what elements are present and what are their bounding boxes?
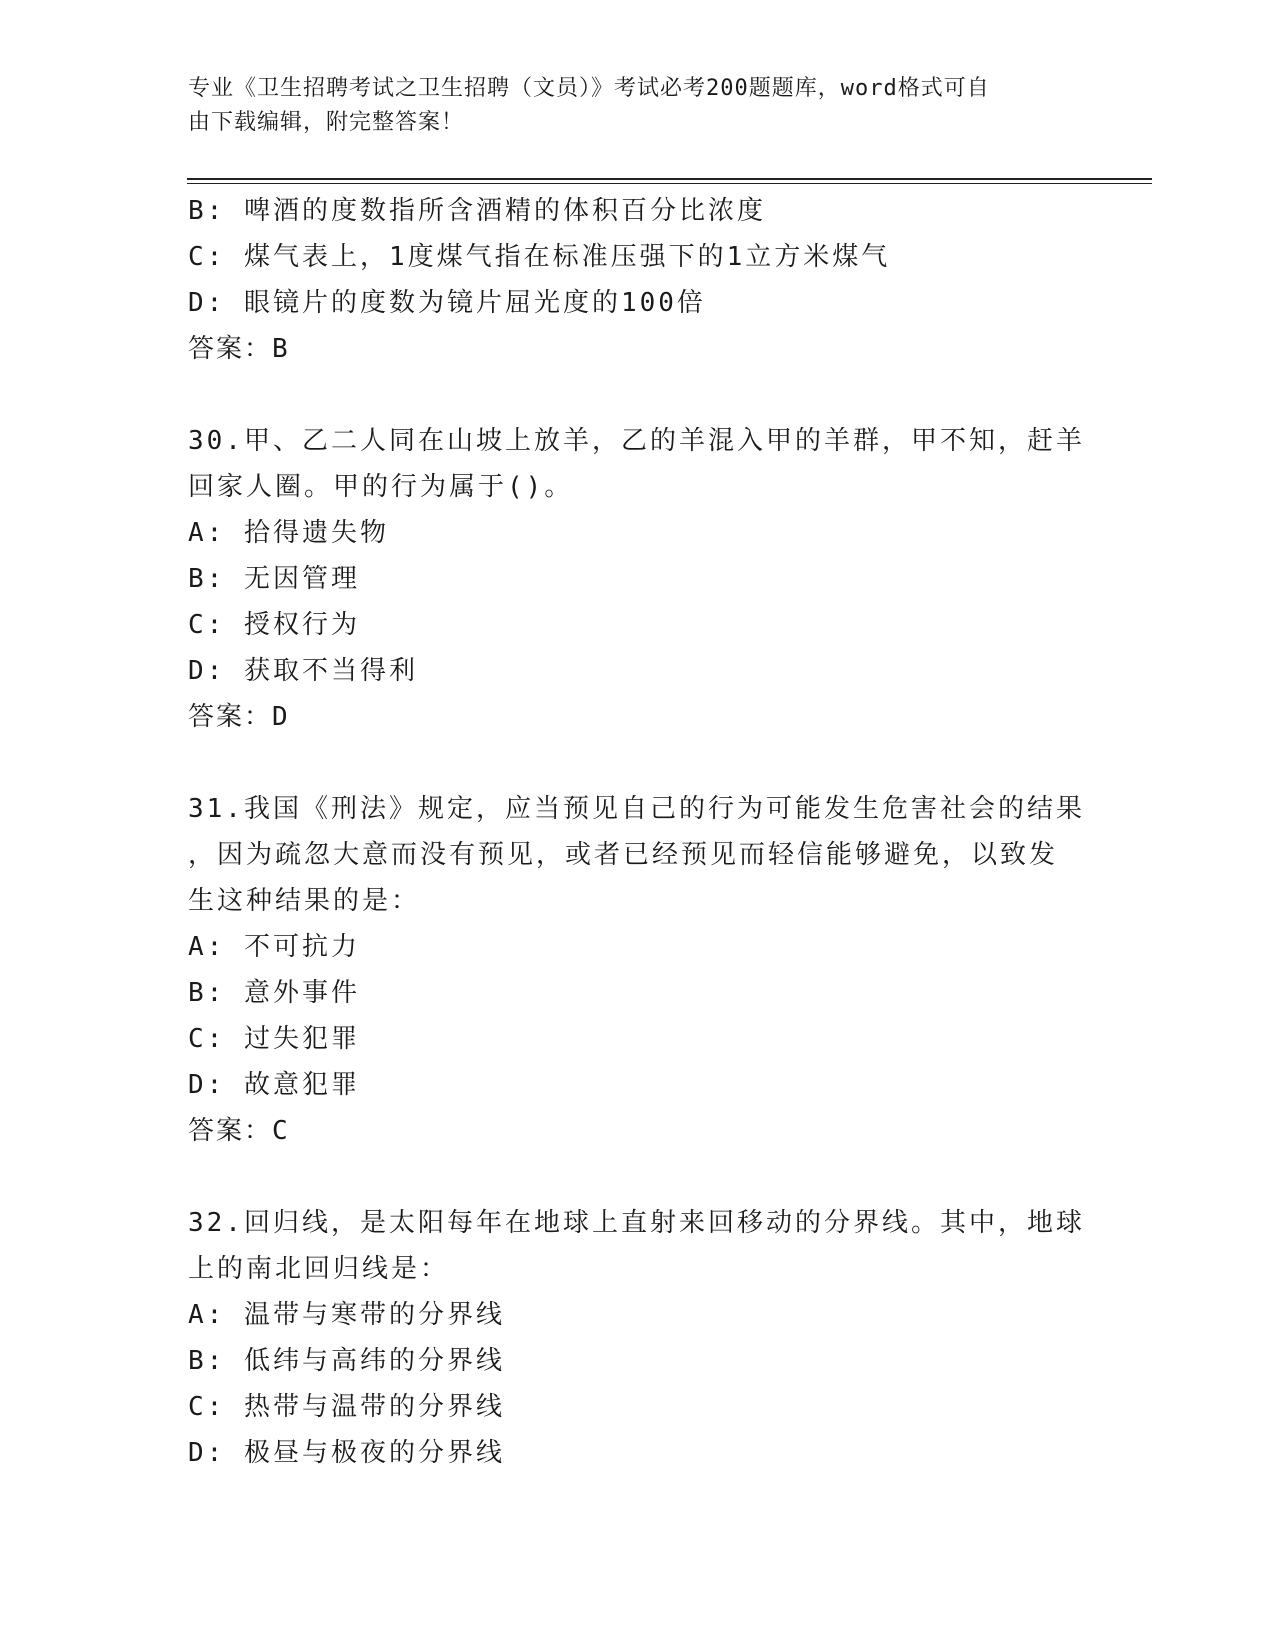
spacer (188, 372, 1088, 418)
answer-line: 答案：D (188, 702, 290, 732)
header-line-2: 由下载编辑，附完整答案！ (188, 110, 465, 135)
option-d: D: 故意犯罪 (188, 1070, 360, 1100)
question-stem: 32.回归线，是太阳每年在地球上直射来回移动的分界线。其中，地球 (188, 1208, 1085, 1238)
question-29-continued (188, 188, 1088, 372)
option-c: C: 煤气表上，1度煤气指在标准压强下的1立方米煤气 (188, 242, 891, 272)
option-d: D: 眼镜片的度数为镜片屈光度的100倍 (188, 288, 706, 318)
option-d: D: 极昼与极夜的分界线 (188, 1438, 505, 1468)
question-31 (188, 786, 1088, 1154)
answer-line: 答案：B (188, 334, 290, 364)
answer-line: 答案：C (188, 1116, 290, 1146)
option-c: C: 过失犯罪 (188, 1024, 360, 1054)
document-header (188, 72, 1068, 140)
question-stem: 回家人圈。甲的行为属于()。 (188, 472, 574, 502)
question-stem: ，因为疏忽大意而没有预见，或者已经预见而轻信能够避免，以致发 (188, 840, 1059, 870)
option-a: A: 温带与寒带的分界线 (188, 1300, 505, 1330)
option-a: A: 不可抗力 (188, 932, 360, 962)
header-line-1: 专业《卫生招聘考试之卫生招聘（文员）》考试必考200题题库，word格式可自 (188, 76, 990, 101)
header-divider-thin (187, 183, 1152, 184)
header-divider-thick (187, 178, 1152, 180)
spacer (188, 740, 1088, 786)
option-b: B: 无因管理 (188, 564, 360, 594)
option-b: B: 低纬与高纬的分界线 (188, 1346, 505, 1376)
question-30 (188, 418, 1088, 740)
option-b: B: 意外事件 (188, 978, 360, 1008)
spacer (188, 1154, 1088, 1200)
question-stem: 30.甲、乙二人同在山坡上放羊，乙的羊混入甲的羊群，甲不知，赶羊 (188, 426, 1085, 456)
option-c: C: 授权行为 (188, 610, 360, 640)
option-d: D: 获取不当得利 (188, 656, 418, 686)
question-32 (188, 1200, 1088, 1476)
question-stem: 上的南北回归线是： (188, 1254, 450, 1284)
option-b: B: 啤酒的度数指所含酒精的体积百分比浓度 (188, 196, 766, 226)
option-a: A: 拾得遗失物 (188, 518, 389, 548)
question-stem: 生这种结果的是： (188, 886, 421, 916)
question-stem: 31.我国《刑法》规定，应当预见自己的行为可能发生危害社会的结果 (188, 794, 1085, 824)
question-list (188, 188, 1088, 1476)
option-c: C: 热带与温带的分界线 (188, 1392, 505, 1422)
